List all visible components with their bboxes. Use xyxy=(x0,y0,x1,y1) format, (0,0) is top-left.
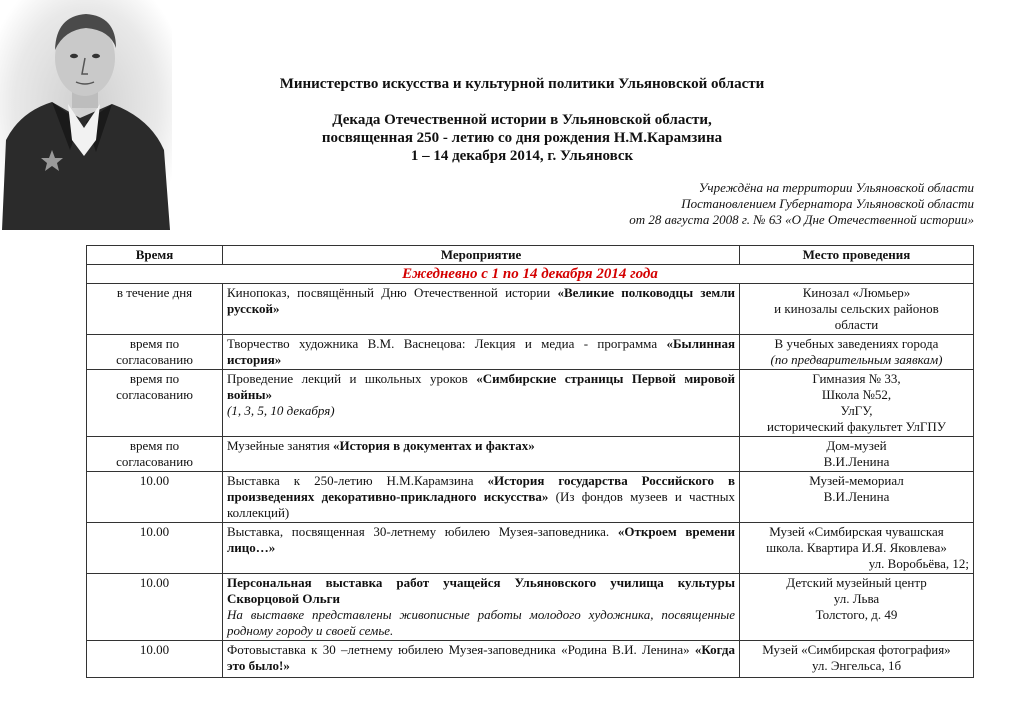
event-title-bold: «Когда это было!» xyxy=(227,642,735,673)
daily-banner-row xyxy=(87,265,974,284)
title-line-3: 1 – 14 декабря 2014, г. Ульяновск xyxy=(410,148,634,164)
row-time: 10.00 xyxy=(87,472,223,523)
place-line: Музей «Симбирская фотография» xyxy=(762,642,951,657)
place-line: ул. Воробьёва, 12; xyxy=(868,556,969,571)
place-line: области xyxy=(834,317,879,332)
title-line-1: Декада Отечественной истории в Ульяновской области, xyxy=(332,112,712,128)
time-line: согласованию xyxy=(116,387,193,402)
event-title xyxy=(200,111,844,165)
place-line: ул. Льва xyxy=(833,591,880,606)
event-text: Выставка к 250-летию Н.М.Карамзина xyxy=(227,473,488,488)
place-line: Музей-мемориал xyxy=(809,473,904,488)
decree-line-3: от 28 августа 2008 г. № 63 «О Дне Отечественной истории» xyxy=(629,212,974,227)
row-event xyxy=(223,472,740,523)
table-row xyxy=(87,574,974,641)
place-line: В.И.Ленина xyxy=(823,454,890,469)
row-time xyxy=(87,335,223,370)
row-event xyxy=(223,335,740,370)
place-line: ул. Энгельса, 1б xyxy=(811,658,902,673)
time-line: согласованию xyxy=(116,352,193,367)
row-event xyxy=(223,523,740,574)
table-row xyxy=(87,437,974,472)
time-line: время по xyxy=(129,371,180,386)
decree-note xyxy=(629,180,974,228)
daily-banner: Ежедневно с 1 по 14 декабря 2014 года xyxy=(87,265,974,284)
place-line: Музей «Симбирская чувашская xyxy=(769,524,944,539)
event-description: На выставке представлены живописные работы молодого художника, посвященные родному городу и своей семье. xyxy=(227,607,735,638)
event-title-bold: Персональная выставка работ учащейся Ульяновского училища культуры Скворцовой Ольги xyxy=(227,575,735,606)
row-event xyxy=(223,370,740,437)
ministry-heading: Министерство искусства и культурной политики Ульяновской области xyxy=(279,76,765,92)
table-header-row xyxy=(87,246,974,265)
decree-line-1: Учреждёна на территории Ульяновской области xyxy=(698,180,974,195)
row-event xyxy=(223,284,740,335)
event-dates: (1, 3, 5, 10 декабря) xyxy=(227,403,335,418)
row-time: 10.00 xyxy=(87,523,223,574)
place-note: (по предварительным заявкам) xyxy=(770,352,943,367)
table-row xyxy=(87,335,974,370)
row-place xyxy=(740,437,974,472)
table-row xyxy=(87,284,974,335)
schedule-table xyxy=(86,245,974,678)
row-time xyxy=(87,370,223,437)
place-line: УлГУ, xyxy=(840,403,873,418)
row-place xyxy=(740,284,974,335)
place-line: и кинозалы сельских районов xyxy=(774,301,939,316)
row-time: 10.00 xyxy=(87,574,223,641)
header-place: Место проведения xyxy=(740,246,974,265)
place-line: Гимназия № 33, xyxy=(812,371,901,386)
row-time: в течение дня xyxy=(87,284,223,335)
time-line: согласованию xyxy=(116,454,193,469)
row-event xyxy=(223,437,740,472)
event-text: Проведение лекций и школьных уроков xyxy=(227,371,477,386)
event-title-bold: «Симбирские страницы Первой мировой войны» xyxy=(227,371,735,402)
table-row xyxy=(87,472,974,523)
row-place xyxy=(740,641,974,678)
place-line: исторический факультет УлГПУ xyxy=(767,419,946,434)
title-line-2: посвященная 250 - летию со дня рождения Н.М.Карамзина xyxy=(321,130,723,146)
row-place xyxy=(740,523,974,574)
header-time: Время xyxy=(87,246,223,265)
event-text: Музейные занятия xyxy=(227,438,334,453)
time-line: время по xyxy=(129,336,180,351)
place-line: Школа №52, xyxy=(821,387,892,402)
row-event xyxy=(223,641,740,678)
event-text-tail: (Из фондов музеев и частных коллекций) xyxy=(227,489,735,520)
event-title-bold: «Откроем времени лицо…» xyxy=(227,524,735,555)
decree-line-2: Постановлением Губернатора Ульяновской области xyxy=(681,196,974,211)
place-line: Кинозал «Люмьер» xyxy=(802,285,911,300)
place-line: В.И.Ленина xyxy=(823,489,890,504)
event-text: Выставка, посвященная 30-летнему юбилею Музея-заповедника. xyxy=(227,524,618,539)
header-event: Мероприятие xyxy=(223,246,740,265)
place-line: Детский музейный центр xyxy=(786,575,927,590)
event-text: Творчество художника В.М. Васнецова: Лекция и медиа - программа xyxy=(227,336,667,351)
row-event xyxy=(223,574,740,641)
event-text: Кинопоказ, посвящённый Дню Отечественной истории xyxy=(227,285,558,300)
place-line: В учебных заведениях города xyxy=(774,336,939,351)
event-title-bold: «Былинная история» xyxy=(227,336,735,367)
place-line: Толстого, д. 49 xyxy=(815,607,898,622)
event-title-bold: «История в документах и фактах» xyxy=(333,438,535,453)
karamzin-portrait-image xyxy=(0,0,172,230)
place-line: Дом-музей xyxy=(826,438,887,453)
event-text: Фотовыставка к 30 –летнему юбилею Музея-заповедника «Родина В.И. Ленина» xyxy=(227,642,695,657)
row-place xyxy=(740,335,974,370)
row-time: 10.00 xyxy=(87,641,223,678)
table-row xyxy=(87,370,974,437)
table-row xyxy=(87,523,974,574)
time-line: время по xyxy=(129,438,180,453)
row-place xyxy=(740,574,974,641)
table-row xyxy=(87,641,974,678)
row-place xyxy=(740,370,974,437)
place-line: школа. Квартира И.Я. Яковлева» xyxy=(766,540,947,555)
event-title-bold: «Великие полководцы земли русской» xyxy=(227,285,735,316)
row-time xyxy=(87,437,223,472)
event-title-bold: «История государства Российского в произведениях декоративно-прикладного искусства» xyxy=(227,473,735,504)
row-place xyxy=(740,472,974,523)
